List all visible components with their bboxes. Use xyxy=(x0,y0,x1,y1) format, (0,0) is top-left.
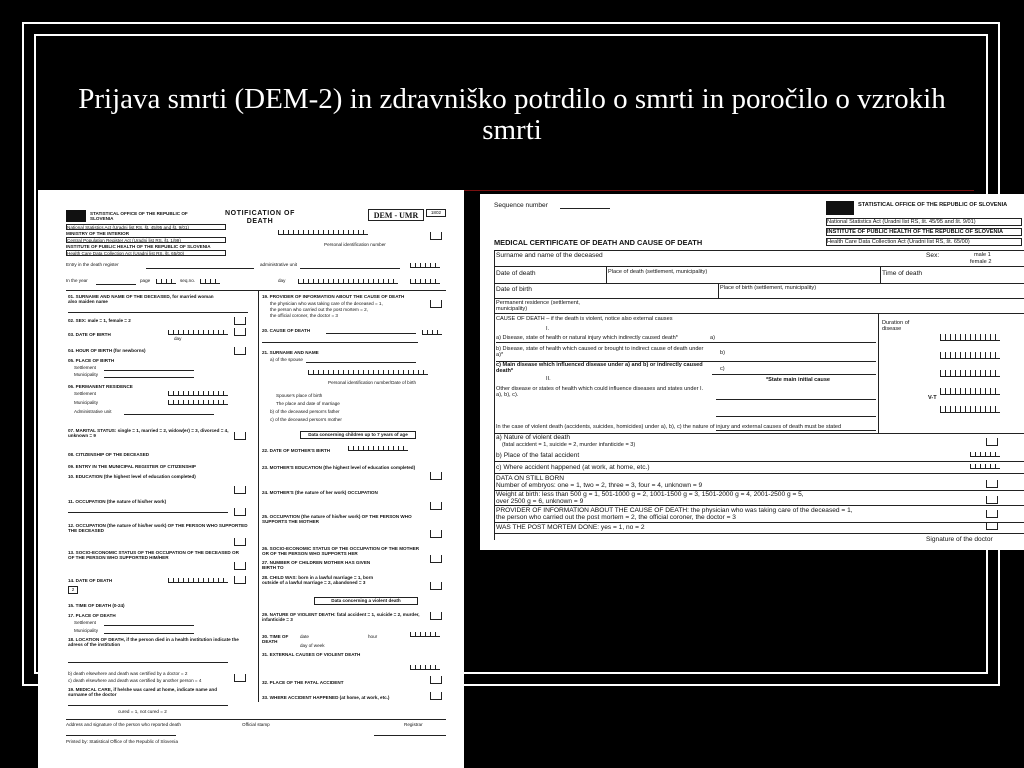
label-settlement: Settlement xyxy=(74,365,96,370)
legal-line-1: National Statistics Act (Uradni list RS, št. 45/95 and št. 9/01) xyxy=(66,224,226,230)
label-provider-2: the person who carried out the post mortem = 2, the official coroner, the doctor = 3 xyxy=(496,514,736,521)
legal-line-r1: National Statistics Act (Uradni list RS, št. 45/95 and št. 9/01) xyxy=(826,218,1022,226)
field-socio-economic: 13. SOCIO-ECONOMIC STATUS OF THE OCCUPATION OF THE DECEASED OR OF THE PERSON WHO SUPPORTED HIM/HER xyxy=(68,550,239,561)
field-date-of-death: 14. DATE OF DEATH xyxy=(68,578,113,583)
legal-line-2: MINISTRY OF THE INTERIOR xyxy=(66,231,130,236)
option-cured: cured = 1, not cured = 2 xyxy=(118,709,167,714)
option-physician: the physician who was taking care of the deceased = 1, xyxy=(270,301,383,306)
label-municipality: Municipality xyxy=(74,372,98,377)
option-post-mortem: the person who carried out the post mortem = 2, xyxy=(270,307,368,312)
form-number: 1802 xyxy=(426,209,446,217)
footer-registrar-label: Registrar xyxy=(404,722,423,727)
field-mother-socio: 26. SOCIO-ECONOMIC STATUS OF THE OCCUPATION OF THE MOTHER OR OF THE PERSON WHO SUPPORTS HER xyxy=(262,546,420,557)
field-occupation-supporter: 12. OCCUPATION (the nature of his/her work) OF THE PERSON WHO SUPPORTED THE DECEASED xyxy=(68,523,248,534)
certificate-heading: MEDICAL CERTIFICATE OF DEATH AND CAUSE OF DEATH xyxy=(494,238,703,247)
label-time-of-death: Time of death xyxy=(882,270,923,277)
label-place-of-death: Place of death (settlement, municipality) xyxy=(608,269,708,275)
label-still-born: DATA ON STILL BORN xyxy=(496,475,565,482)
box-violent-death: Data concerning a violent death xyxy=(314,597,418,605)
field-register-citizenship: 09. ENTRY IN THE MUNICIPAL REGISTER OF CITIZENSHIP xyxy=(68,464,196,469)
form-code: DEM - UMR xyxy=(368,209,424,221)
label-permanent-residence: Permanent residence (settlement, municipality) xyxy=(496,300,580,313)
legal-line-r2: INSTITUTE OF PUBLIC HEALTH OF THE REPUBLIC OF SLOVENIA xyxy=(826,228,1022,236)
day-label: day xyxy=(278,278,286,283)
admin-unit-label: administrative unit xyxy=(260,262,298,267)
label-duration: Duration of disease xyxy=(882,320,910,333)
option-coroner: the official coroner, the doctor = 3 xyxy=(270,313,338,318)
label-day-of-week: day of week xyxy=(300,643,325,648)
field-child-was: 28. CHILD WAS: born in a lawful marriage = 1, born outside of a lawful marriage = 2, abandoned = 3 xyxy=(262,575,374,586)
label-settlement-3: Settlement xyxy=(74,620,96,625)
pin-label: Personal identification number xyxy=(324,242,386,247)
field-spouse-name: 21. SURNAME AND NAME xyxy=(262,350,319,355)
label-provider: PROVIDER OF INFORMATION ABOUT THE CAUSE OF DEATH: the physician who was taking care of the deceased = 1, xyxy=(496,507,853,514)
divider-line xyxy=(460,190,974,191)
field-where-happened: 33. WHERE ACCIDENT HAPPENED (at home, at work, etc.) xyxy=(262,695,390,700)
label-other-disease: Other disease or states of health which could influence diseases and states under I. a), b), c). xyxy=(496,386,704,399)
notification-of-death-form xyxy=(38,190,464,768)
label-place-of-birth: Place of birth (settlement, municipality) xyxy=(720,285,817,291)
field-education: 10. EDUCATION (the highest level of education completed) xyxy=(68,474,196,479)
label-mother: c) of the deceased person's mother xyxy=(270,417,342,422)
option-doctor-certified: b) death elsewhere and death was certified by a doctor = 2 xyxy=(68,671,188,676)
field-date-of-birth: 03. DATE OF BIRTH xyxy=(68,332,111,337)
field-medical-care: 19. MEDICAL CARE, if he/she was cared at home, indicate name and surname of the doctor xyxy=(68,687,217,698)
cause-a-tag: a) xyxy=(710,335,715,341)
label-embryos: Number of embryos: one = 1, two = 2, three = 3, four = 4, unknown = 9 xyxy=(496,482,703,489)
statistical-office-logo-icon xyxy=(66,210,86,222)
legal-line-r3: Health Care Data Collection Act (Uradni list RS, št. 65/00) xyxy=(826,238,1022,246)
label-marriage: The place and date of marriage xyxy=(276,401,340,406)
label-post-mortem: WAS THE POST MORTEM DONE: yes = 1, no = 2 xyxy=(496,524,645,531)
field-mother-dob: 22. DATE OF MOTHER'S BIRTH xyxy=(262,448,331,453)
label-signature: Signature of the doctor xyxy=(926,536,993,543)
legal-line-5: Health Care Data Collection Act (Uradni list RS, št. 65/00) xyxy=(66,250,226,256)
label-cause-b: b) Disease, state of health which caused or brought to indirect cause of death under a)* xyxy=(496,346,704,359)
label-date: date xyxy=(300,634,309,639)
footer-signature-label: Address and signature of the person who reported death xyxy=(66,722,181,727)
label-fatal-place: b) Place of the fatal accident xyxy=(496,452,580,459)
slide-title: Prijava smrti (DEM-2) in zdravniško potrdilo o smrti in poročilo o vzrokih smrti xyxy=(78,83,946,146)
field-surname: 01. SURNAME AND NAME OF THE DECEASED, for married woman also maiden name xyxy=(68,294,214,305)
legal-line-3: Central Population Register Act (Uradni list RS, št. 1/99) xyxy=(66,237,226,243)
field-fatal-place: 32. PLACE OF THE FATAL ACCIDENT xyxy=(262,680,344,685)
label-pin-dob: Personal identification number/Date of birth xyxy=(328,380,417,385)
field-location-of-death: 18. LOCATION OF DEATH, if the person died in a health institution indicate the adress of the institution xyxy=(68,637,239,648)
field-place-of-birth: 05. PLACE OF BIRTH xyxy=(68,358,115,363)
form-heading: NOTIFICATION OF DEATH xyxy=(225,210,295,225)
label-where-happened: c) Where accident happened (at work, at home, etc.) xyxy=(496,464,650,471)
date-part-day: day xyxy=(174,336,182,341)
field-number-children: 27. NUMBER OF CHILDREN MOTHER HAS GIVEN BIRTH TO xyxy=(262,560,371,571)
label-cause-c: c) Main disease which influenced disease under a) and b) or indirectly caused death* xyxy=(496,362,703,375)
label-sex-male: male 1 xyxy=(974,252,991,258)
field-cause-of-death: 20. CAUSE OF DEATH xyxy=(262,328,311,333)
label-date-of-birth: Date of birth xyxy=(496,286,532,293)
medical-certificate-form xyxy=(480,194,1024,550)
label-cause-heading: CAUSE OF DEATH – if the death is violent, notice also external causes xyxy=(496,316,673,322)
label-admin-unit: Administrative unit xyxy=(74,409,112,414)
field-violent-nature: 29. NATURE OF VIOLENT DEATH: fatal accident = 1, suicide = 2, murder, infanticide = 3 xyxy=(262,612,420,623)
label-spouse: a) of the spouse xyxy=(270,357,303,362)
label-cause-a: a) Disease, state of health or natural injury which indirectly caused death* xyxy=(496,335,678,341)
label-municipality-2: Municipality xyxy=(74,400,98,405)
seq-label: seq.no. xyxy=(180,278,196,283)
main-cause-note: *State main initial cause xyxy=(766,377,831,383)
field-external-causes: 31. EXTERNAL CAUSES OF VIOLENT DEATH xyxy=(262,652,361,657)
label-violent-note: In the case of violent death (accidents, suicides, homicides) under a), b), c) the nature of injury and external causes of death must be stated xyxy=(496,424,842,430)
label-hour: hour xyxy=(368,634,378,639)
statistical-office-logo-icon-2 xyxy=(826,201,854,215)
field-sex: 02. SEX: male = 1, female = 2 xyxy=(68,318,131,323)
code-box xyxy=(430,232,442,240)
agency-header-2: STATISTICAL OFFICE OF THE REPUBLIC OF SLOVENIA xyxy=(858,202,1008,208)
cause-c-tag: c) xyxy=(720,366,725,372)
field-mother-education: 23. MOTHER'S EDUCATION (the highest level of education completed) xyxy=(262,465,416,470)
entry-label: Entry in the death register xyxy=(66,262,119,267)
label-nature-a: a) Nature of violent death xyxy=(496,434,571,441)
label-settlement-2: Settlement xyxy=(74,391,96,396)
label-roman-two: II. xyxy=(546,376,551,382)
agency-header: STATISTICAL OFFICE OF THE REPUBLIC OF SLOVENIA xyxy=(90,211,188,222)
label-spouse-birthplace: Spouse's place of birth xyxy=(276,393,323,398)
footer-stamp-label: Official stamp xyxy=(242,722,270,727)
field-marital-status: 07. MARITAL STATUS: single = 1, married = 2, widow(er) = 3, divorced = 4, unknown = 9 xyxy=(68,428,229,439)
pin-boxes xyxy=(278,230,368,235)
label-nature-values: (fatal accident = 1, suicide = 2, murder infanticide = 3) xyxy=(502,442,636,448)
label-date-of-death: Date of death xyxy=(496,270,536,277)
field-supporter-occupation: 25. OCCUPATION (the nature of his/her work) OF THE PERSON WHO SUPPORTS THE MOTHER xyxy=(262,514,412,525)
marker-box: 2 xyxy=(68,586,78,594)
year-label: In the year xyxy=(66,278,88,283)
label-weight: Weight at birth: less than 500 g = 1, 501-1000 g = 2, 1001-1500 g = 3, 1501-2000 g = 4, 2001-2500 g = 5, xyxy=(496,491,804,498)
label-sex: Sex: xyxy=(926,252,940,259)
label-municipality-3: Municipality xyxy=(74,628,98,633)
cause-b-tag: b) xyxy=(720,350,725,356)
printed-by: Printed by: Statistical Office of the Republic of Slovenia xyxy=(66,739,179,744)
field-provider-info: 19. PROVIDER OF INFORMATION ABOUT THE CAUSE OF DEATH xyxy=(262,294,405,299)
field-time-of-death: 15. TIME OF DEATH (0-24) xyxy=(68,603,125,608)
label-weight-2: over 2500 g = 6, unknown = 9 xyxy=(496,498,584,505)
sequence-label: Sequence number xyxy=(494,202,548,209)
field-place-of-death: 17. PLACE OF DEATH xyxy=(68,613,116,618)
label-surname: Surname and name of the deceased xyxy=(496,252,603,259)
field-time-of-death-2: 30. TIME OF DEATH xyxy=(262,634,289,645)
label-sex-female: female 2 xyxy=(970,259,992,265)
option-other-certified: c) death elsewhere and death was certified by another person = 4 xyxy=(68,678,202,683)
field-permanent-residence: 06. PERMANENT RESIDENCE xyxy=(68,384,133,389)
field-citizenship: 08. CITIZENSHIP OF THE DECEASED xyxy=(68,452,150,457)
box-children-data: Data concerning children up to 7 years of age xyxy=(300,431,416,439)
label-vt: V-T xyxy=(928,395,937,401)
field-hour-of-birth: 04. HOUR OF BIRTH (for newborns) xyxy=(68,348,146,353)
legal-line-4: INSTITUTE OF PUBLIC HEALTH OF THE REPUBLIC OF SLOVENIA xyxy=(66,244,211,249)
field-mother-occupation: 24. MOTHER'S (the nature of her work) OCCUPATION xyxy=(262,490,378,495)
label-roman-one: I. xyxy=(546,326,550,332)
field-occupation: 11. OCCUPATION (the nature of his/her work) xyxy=(68,499,167,504)
page-label: page xyxy=(140,278,151,283)
label-father: b) of the deceased person's father xyxy=(270,409,340,414)
